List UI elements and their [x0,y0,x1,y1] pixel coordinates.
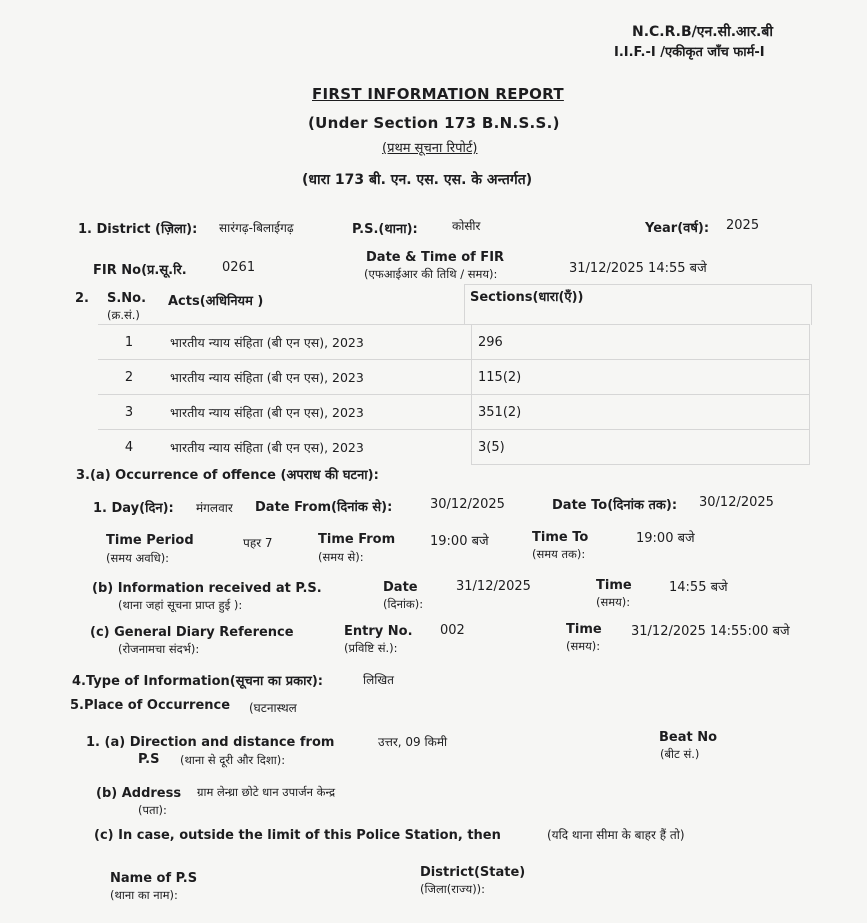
time-to-value: 19:00 बजे [636,531,695,546]
address-value: ग्राम लेन्ध्रा छोटे धान उपार्जन केन्द्र [197,785,336,799]
time-to-label: Time To [532,530,589,545]
gd-time-label-hindi: (समय): [566,639,601,653]
page-subtitle: (Under Section 173 B.N.S.S.) [308,114,560,132]
info-date-value: 31/12/2025 [456,579,531,594]
fir-date-label-hindi: (एफआईआर की तिथि / समय): [364,267,498,281]
info-type-value: लिखित [363,673,395,687]
row-act: भारतीय न्याय संहिता (बी एन एस), 2023 [160,395,472,430]
row-section: 3(5) [472,430,810,465]
direction-label-ps: P.S [138,752,160,767]
info-date-label: Date [383,580,418,595]
place-label-hindi: (घटनास्थल [249,701,297,715]
time-from-value: 19:00 बजे [430,534,489,549]
row-section: 296 [472,325,810,360]
table-row [98,325,810,360]
info-received-label: (b) Information received at P.S. [92,581,322,596]
beat-no-label: Beat No [659,730,718,745]
date-from-label: Date From(दिनांक से): [255,500,393,515]
place-label: 5.Place of Occurrence [70,698,231,713]
row-sno: 4 [98,430,160,465]
row-act: भारतीय न्याय संहिता (बी एन एस), 2023 [160,325,472,360]
district-state-label-hindi: (जिला(राज्य)): [420,882,486,896]
row-act: भारतीय न्याय संहिता (बी एन एस), 2023 [160,360,472,395]
sections-header: Sections(धारा(एँ)) [470,290,584,305]
occurrence-heading: 3.(a) Occurrence of offence (अपराध की घटना): [76,468,379,483]
acts-table [98,324,810,465]
gd-label: (c) General Diary Reference [90,625,294,640]
address-label: (b) Address [96,786,182,801]
ps-value: कोसीर [452,219,481,233]
entry-no-label: Entry No. [344,624,413,639]
gd-time-value: 31/12/2025 14:55:00 बजे [631,624,790,639]
time-period-label: Time Period [106,533,194,548]
info-received-label-hindi: (थाना जहां सूचना प्राप्त हुई ): [118,598,243,612]
section2-number: 2. [75,291,89,306]
time-period-value: पहर 7 [243,536,273,550]
page-title: FIRST INFORMATION REPORT [312,85,564,103]
time-from-label-hindi: (समय से): [318,550,364,564]
district-state-label: District(State) [420,865,526,880]
sno-header: S.No. [107,291,147,306]
direction-label: 1. (a) Direction and distance from [86,735,335,750]
row-section: 115(2) [472,360,810,395]
outside-limit-label-hindi: (यदि थाना सीमा के बाहर हैं तो) [547,828,685,842]
date-from-value: 30/12/2025 [430,497,505,512]
ps-label: P.S.(थाना): [352,222,418,237]
address-label-hindi: (पता): [138,803,167,817]
ncrb-code: N.C.R.B/एन.सी.आर.बी [632,24,773,40]
row-section: 351(2) [472,395,810,430]
row-act: भारतीय न्याय संहिता (बी एन एस), 2023 [160,430,472,465]
sno-header-hindi: (क्र.सं.) [107,308,140,322]
row-sno: 2 [98,360,160,395]
table-row [98,395,810,430]
entry-no-label-hindi: (प्रविष्टि सं.): [344,641,398,655]
day-value: मंगलवार [196,501,233,515]
info-type-label: 4.Type of Information(सूचना का प्रकार): [72,674,323,689]
gd-time-label: Time [566,622,602,637]
table-row [98,430,810,465]
fir-no-label: FIR No(प्र.सू.रि. [93,263,187,278]
info-time-label: Time [596,578,632,593]
beat-no-label-hindi: (बीट सं.) [660,747,700,761]
row-sno: 3 [98,395,160,430]
district-label: 1. District (ज़िला): [78,222,198,237]
acts-header: Acts(अधिनियम ) [168,294,264,309]
ps-name-label-hindi: (थाना का नाम): [110,888,178,902]
row-sno: 1 [98,325,160,360]
day-label: 1. Day(दिन): [93,501,174,516]
entry-no-value: 002 [440,623,465,638]
year-value: 2025 [726,218,760,233]
ps-name-label: Name of P.S [110,871,198,886]
year-label: Year(वर्ष): [645,221,710,236]
info-date-label-hindi: (दिनांक): [383,597,424,611]
table-row [98,360,810,395]
page-title-hindi: (प्रथम सूचना रिपोर्ट) [382,141,478,156]
fir-no-value: 0261 [222,260,256,275]
page-subtitle-hindi: (धारा 173 बी. एन. एस. एस. के अन्तर्गत) [302,172,533,188]
fir-date-label: Date & Time of FIR [366,250,505,265]
date-to-label: Date To(दिनांक तक): [552,498,678,513]
time-to-label-hindi: (समय तक): [532,547,586,561]
date-to-value: 30/12/2025 [699,495,774,510]
fir-date-value: 31/12/2025 14:55 बजे [569,261,707,276]
district-value: सारंगढ़-बिलाईगढ़ [219,221,294,235]
iif-code: I.I.F.-I /एकीकृत जाँच फार्म-I [614,45,765,60]
info-time-label-hindi: (समय): [596,595,631,609]
direction-value: उत्तर, 09 किमी [378,735,448,749]
info-time-value: 14:55 बजे [669,580,728,595]
time-from-label: Time From [318,532,396,547]
outside-limit-label: (c) In case, outside the limit of this Police Station, then [94,828,501,843]
gd-label-hindi: (रोजनामचा संदर्भ): [118,642,200,656]
time-period-label-hindi: (समय अवधि): [106,551,170,565]
direction-label-hindi: (थाना से दूरी और दिशा): [180,753,286,767]
